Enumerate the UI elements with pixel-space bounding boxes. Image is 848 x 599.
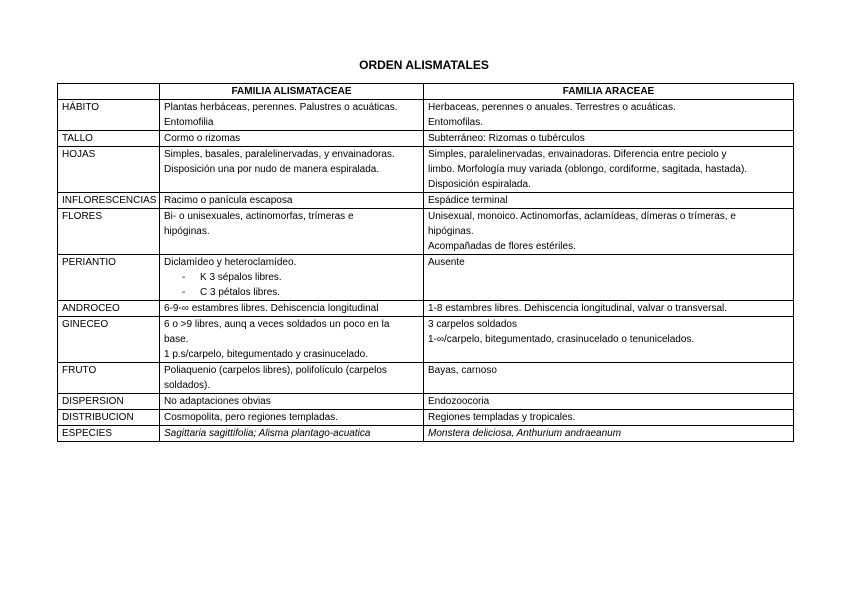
cell-araceae <box>424 301 794 317</box>
cell-line: Entomofilas. <box>428 117 484 128</box>
table-row <box>58 410 794 426</box>
cell-alismataceae <box>160 131 424 147</box>
row-label: DISPERSION <box>58 394 160 410</box>
cell-line: Bayas, carnoso <box>428 365 497 376</box>
cell-line: Herbaceas, perennes o anuales. Terrestres o acuáticas. <box>428 102 676 113</box>
cell-line: Acompañadas de flores estériles. <box>428 241 576 252</box>
cell-araceae <box>424 209 794 255</box>
cell-line: base. <box>164 334 189 345</box>
cell-line: Simples, paralelinervadas, envainadoras. Diferencia entre peciolo y <box>428 149 727 160</box>
row-label: DISTRIBUCION <box>58 410 160 426</box>
cell-line: Entomofilia <box>164 117 214 128</box>
list-item <box>164 285 419 300</box>
cell-line: Endozoocoria <box>428 396 490 407</box>
cell-alismataceae <box>160 363 424 394</box>
cell-line: 1-8 estambres libres. Dehiscencia longitudinal, valvar o transversal. <box>428 303 728 314</box>
table-row <box>58 426 794 442</box>
table-row <box>58 209 794 255</box>
cell-line: Cormo o rizomas <box>164 133 241 144</box>
table-row <box>58 363 794 394</box>
header-araceae: FAMILIA ARACEAE <box>424 84 794 100</box>
cell-line: Regiones templadas y tropicales. <box>428 412 576 423</box>
table-row <box>58 317 794 363</box>
row-label: FRUTO <box>58 363 160 394</box>
cell-araceae <box>424 193 794 209</box>
table-row <box>58 100 794 131</box>
cell-line: hipóginas. <box>164 226 210 237</box>
cell-line: Diclamídeo y heteroclamídeo. <box>164 257 297 268</box>
cell-line: Disposición una por nudo de manera espiralada. <box>164 164 380 175</box>
row-label: ESPECIES <box>58 426 160 442</box>
cell-alismataceae <box>160 394 424 410</box>
table-row <box>58 147 794 193</box>
cell-line: Simples, basales, paralelinervadas, y envainadoras. <box>164 149 395 160</box>
cell-line: Disposición espiralada. <box>428 179 531 190</box>
cell-line: Ausente <box>428 257 465 268</box>
cell-line: Cosmopolita, pero regiones templadas. <box>164 412 338 423</box>
cell-line: Monstera deliciosa, Anthurium andraeanum <box>428 428 622 439</box>
cell-alismataceae <box>160 317 424 363</box>
list-item <box>164 270 419 285</box>
table-row <box>58 394 794 410</box>
header-empty <box>58 84 160 100</box>
cell-line: hipóginas. <box>428 226 474 237</box>
cell-alismataceae <box>160 193 424 209</box>
cell-line: Sagittaria sagittifolia; Alisma plantago-acuatica <box>164 428 371 439</box>
cell-line: Espádice terminal <box>428 195 508 206</box>
row-label: INFLORESCENCIAS <box>58 193 160 209</box>
row-label: GINECEO <box>58 317 160 363</box>
table-row <box>58 255 794 301</box>
cell-line: 3 carpelos soldados <box>428 319 517 330</box>
cell-araceae <box>424 131 794 147</box>
cell-line: Plantas herbáceas, perennes. Palustres o acuáticas. <box>164 102 398 113</box>
cell-araceae <box>424 394 794 410</box>
cell-line: Subterráneo: Rizomas o tubérculos <box>428 133 585 144</box>
cell-alismataceae <box>160 426 424 442</box>
cell-alismataceae <box>160 301 424 317</box>
table-header-row <box>58 84 794 100</box>
row-label: PERIANTIO <box>58 255 160 301</box>
cell-araceae <box>424 100 794 131</box>
cell-araceae <box>424 255 794 301</box>
row-label: HÁBITO <box>58 100 160 131</box>
row-label: FLORES <box>58 209 160 255</box>
table-row <box>58 131 794 147</box>
cell-araceae <box>424 147 794 193</box>
cell-line: soldados). <box>164 380 211 391</box>
header-alismataceae: FAMILIA ALISMATACEAE <box>160 84 424 100</box>
cell-line: Unisexual, monoico. Actinomorfas, aclamídeas, dímeras o trímeras, e <box>428 211 736 222</box>
cell-alismataceae <box>160 209 424 255</box>
cell-alismataceae <box>160 147 424 193</box>
cell-line: 6 o >9 libres, aunq a veces soldados un poco en la <box>164 319 390 330</box>
comparison-table <box>57 83 794 442</box>
row-label: ANDROCEO <box>58 301 160 317</box>
document-title: ORDEN ALISMATALES <box>359 58 489 72</box>
cell-line: Racimo o panícula escaposa <box>164 195 293 206</box>
cell-line: 6-9-∞ estambres libres. Dehiscencia longitudinal <box>164 303 379 314</box>
cell-alismataceae <box>160 255 424 301</box>
row-label: TALLO <box>58 131 160 147</box>
cell-araceae <box>424 363 794 394</box>
list-bullet: - <box>182 272 186 283</box>
list-item-text: C 3 pétalos libres. <box>200 287 281 298</box>
cell-araceae <box>424 426 794 442</box>
table-row <box>58 301 794 317</box>
cell-araceae <box>424 410 794 426</box>
cell-line: No adaptaciones obvias <box>164 396 271 407</box>
cell-alismataceae <box>160 410 424 426</box>
cell-line: Bi- o unisexuales, actinomorfas, trímeras e <box>164 211 354 222</box>
cell-alismataceae <box>160 100 424 131</box>
cell-line: limbo. Morfología muy variada (oblongo, cordiforme, sagitada, hastada). <box>428 164 748 175</box>
cell-araceae <box>424 317 794 363</box>
list-bullet: - <box>182 287 186 298</box>
row-label: HOJAS <box>58 147 160 193</box>
cell-line: 1 p.s/carpelo, bitegumentado y crasinucelado. <box>164 349 369 360</box>
cell-line: 1-∞/carpelo, bitegumentado, crasinucelado o tenunicelados. <box>428 334 695 345</box>
table-row <box>58 193 794 209</box>
cell-line: Poliaquenio (carpelos libres), polifolículo (carpelos <box>164 365 387 376</box>
list-item-text: K 3 sépalos libres. <box>200 272 282 283</box>
